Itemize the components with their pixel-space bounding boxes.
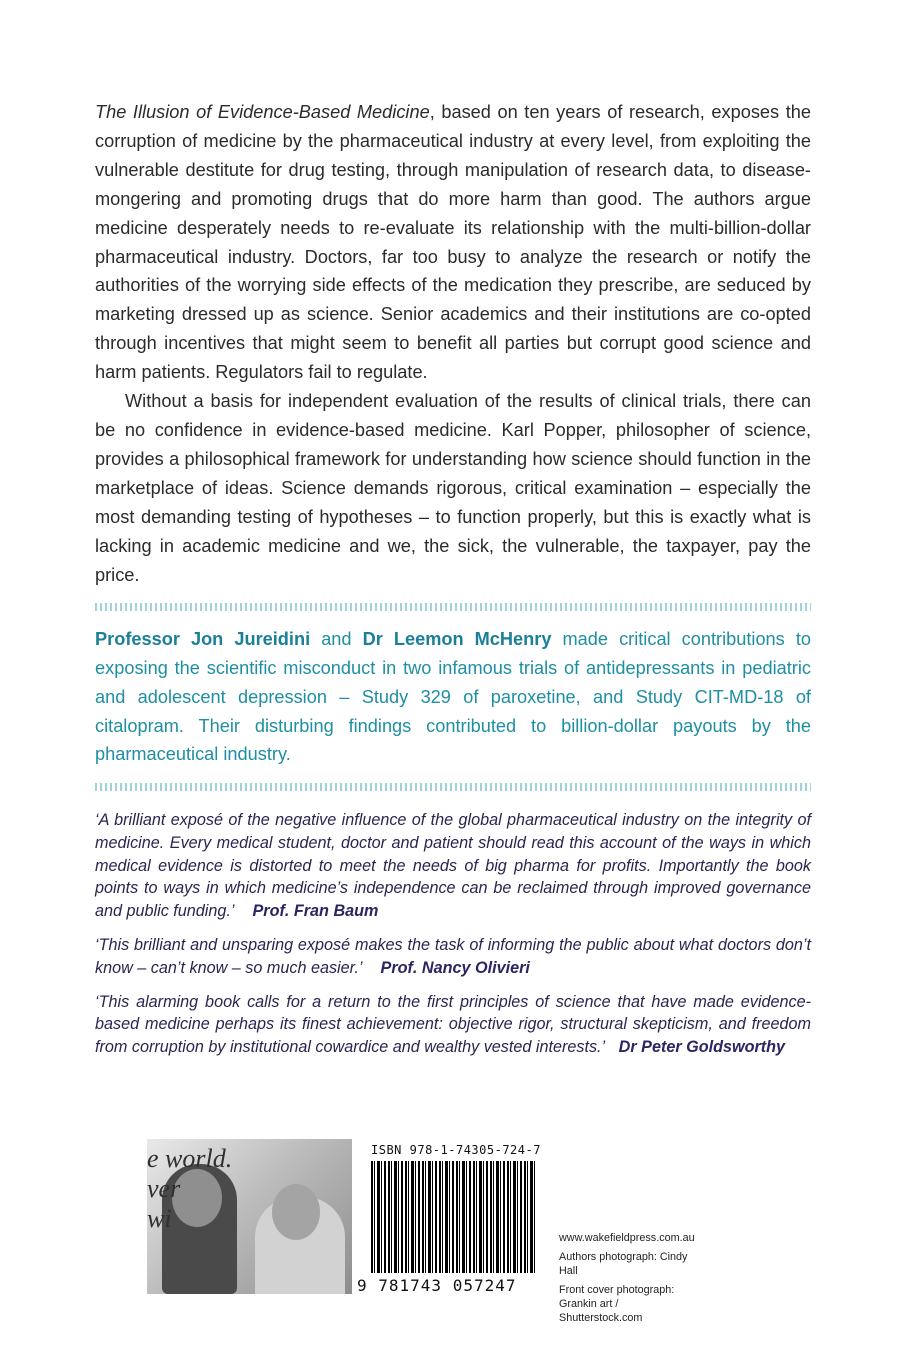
book-title: The Illusion of Evidence-Based Medicine	[95, 102, 430, 122]
description-text-1: , based on ten years of research, exposes the corruption of medicine by the pharmaceutical industry at every level, from exploiting the vulnerable destitute for drug testing, through manipulation of research data, to disease-mongering and promoting drugs that do more harm than good. The authors argue medicine desperately needs to re-evaluate its relationship with the multi-billion-dollar pharmaceutical industry. Doctors, far too busy to analyze the research or notify the authorities of the worrying side effects of the medication they prescribe, are seduced by marketing dressed up as science. Senior academics and their institutions are co-opted through incentives that might seem to benefit all parties but corrupt good science and harm patients. Regulators fail to regulate.	[95, 102, 811, 383]
dotted-divider-bottom	[95, 783, 811, 791]
authors-photo-credit: Authors photograph: Cindy Hall	[559, 1251, 688, 1277]
publisher-credits	[559, 1231, 699, 1325]
author-name-1: Professor Jon Jureidini	[95, 629, 311, 650]
cover-photo-credit: Front cover photograph: Grankin art / Shutterstock.com	[559, 1284, 675, 1324]
back-cover-content	[95, 98, 811, 1059]
bio-text: made critical contributions to exposing the scientific misconduct in two infamous trials of antidepressants in pediatric and adolescent depression – Study 329 of paroxetine, and Study CIT-MD-18 of citalopram. Their disturbing findings contributed to billion-dollar payouts by the pharmaceutical industry.	[95, 629, 811, 765]
endorsement-quote	[95, 991, 811, 1059]
quote-text: ‘This brilliant and unsparing exposé makes the task of informing the public about what doctors don’t know – can’t know – so much easier.’	[95, 935, 811, 977]
isbn-barcode	[357, 1139, 541, 1299]
quote-text: ‘This alarming book calls for a return to the first principles of science that have made evidence-based medicine perhaps its finest achievement: objective rigor, structural skepticism, and freedom from corruption by institutional cowardice and wealthy vested interests.’	[95, 992, 811, 1057]
authors-photo	[147, 1139, 352, 1294]
description-paragraph-2: Without a basis for independent evaluation of the results of clinical trials, there can be no confidence in evidence-based medicine. Karl Popper, philosopher of science, provides a philosophical framework for understanding how science should function in the marketplace of ideas. Science demands rigorous, critical examination – especially the most demanding testing of hypotheses – to function properly, but this is exactly what is lacking in academic medicine and we, the sick, the vulnerable, the taxpayer, pay the price.	[95, 391, 811, 585]
bio-connector: and	[310, 629, 363, 650]
author-head-right	[272, 1184, 320, 1240]
cover-footer	[147, 1139, 695, 1324]
description-paragraph-1	[95, 98, 811, 387]
quote-text: ‘A brilliant exposé of the negative influence of the global pharmaceutical industry on the integrity of medicine. Every medical student, doctor and patient should read this account of the ways in which medical evidence is distorted to meet the needs of big pharma for profits. Importantly the book points to ways in which medicine’s independence can be reclaimed through improved governance and public funding.’	[95, 810, 811, 921]
dotted-divider-top	[95, 603, 811, 611]
barcode-number: 9 781743 057247	[357, 1276, 517, 1295]
author-name-2: Dr Leemon McHenry	[362, 629, 552, 650]
quote-attribution: Dr Peter Goldsworthy	[618, 1038, 786, 1057]
barcode-bars	[371, 1161, 535, 1273]
endorsement-quote	[95, 809, 811, 923]
quote-attribution: Prof. Nancy Olivieri	[380, 958, 530, 977]
endorsement-quote	[95, 934, 811, 980]
quote-attribution: Prof. Fran Baum	[252, 902, 379, 921]
publisher-website: www.wakefieldpress.com.au	[559, 1232, 695, 1244]
photo-background-lettering: e world. ver wi	[147, 1144, 233, 1233]
isbn-label: ISBN 978-1-74305-724-7	[371, 1143, 541, 1157]
author-bio	[95, 625, 811, 769]
